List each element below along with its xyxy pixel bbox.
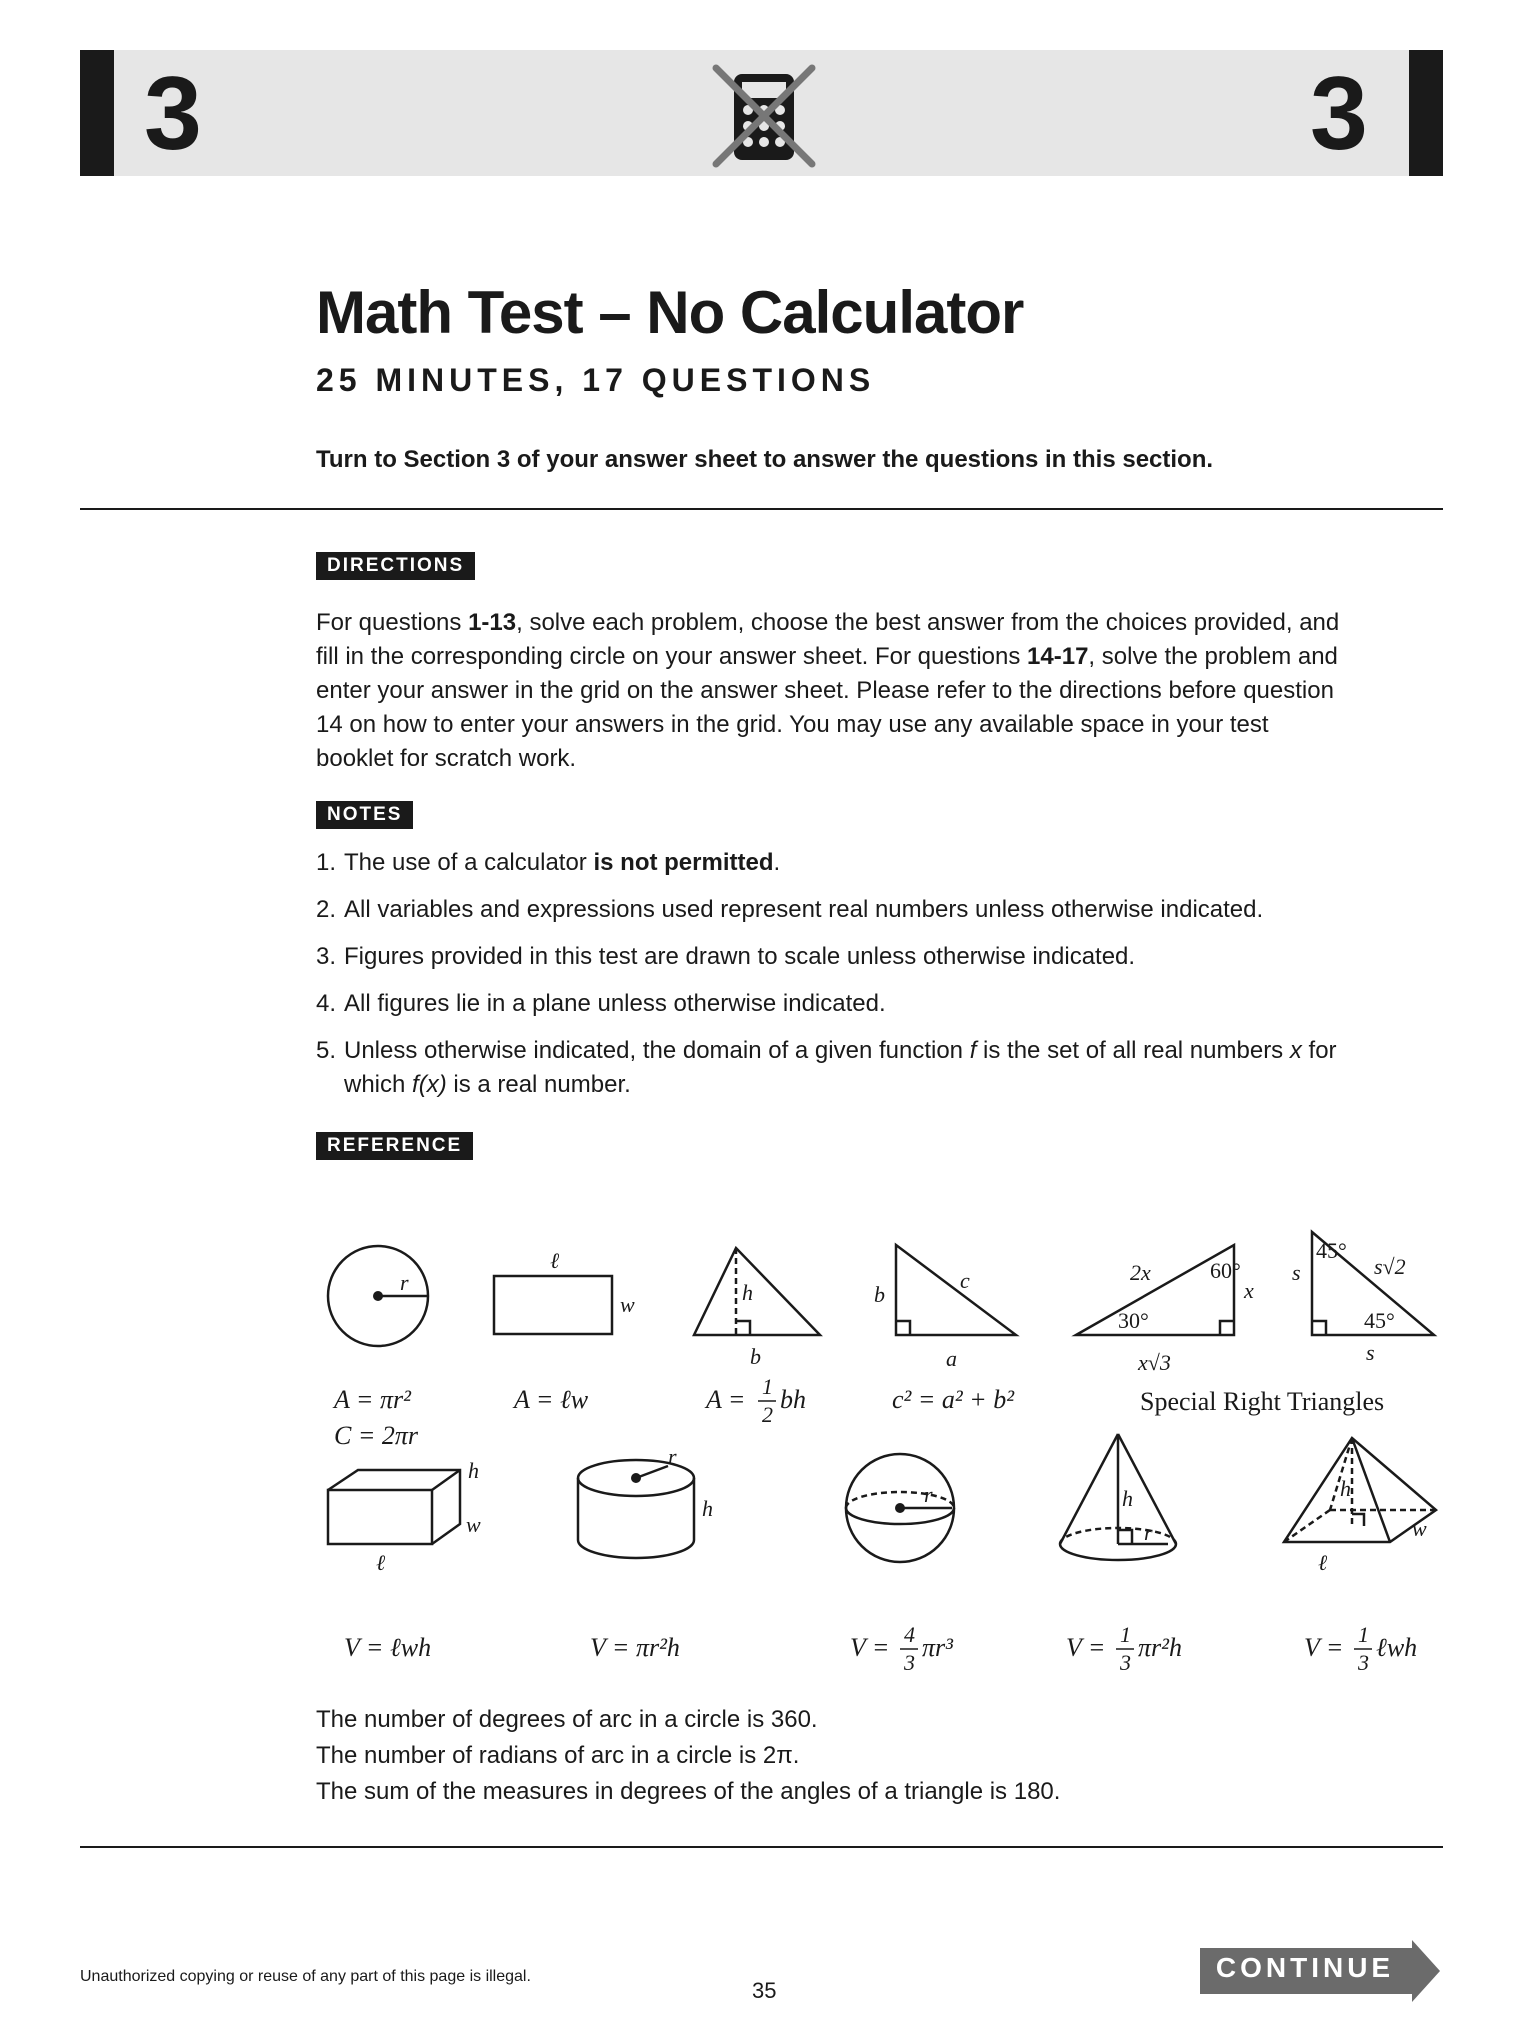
tri45-base-label: s bbox=[1366, 1340, 1375, 1365]
note-item: 3. Figures provided in this test are drawn to scale unless otherwise indicated. bbox=[316, 943, 1136, 970]
tri-area-formula-prefix: A = bbox=[706, 1385, 746, 1414]
fact-line: The sum of the measures in degrees of the angles of a triangle is 180. bbox=[316, 1778, 1061, 1805]
fraction-numerator: 4 bbox=[904, 1622, 915, 1647]
directions-label: DIRECTIONS bbox=[316, 552, 475, 580]
section-header-left-bar bbox=[80, 50, 114, 176]
fraction-denominator: 3 bbox=[1120, 1650, 1131, 1675]
tri-base-label: b bbox=[750, 1344, 761, 1369]
bottom-divider bbox=[80, 1846, 1443, 1848]
fraction-numerator: 1 bbox=[1120, 1622, 1131, 1647]
box-height-label: h bbox=[468, 1458, 479, 1483]
note-item: 1. The use of a calculator is not permitted. bbox=[316, 849, 781, 876]
cone-height-label: h bbox=[1122, 1486, 1133, 1511]
tri45-hyp-label: s√2 bbox=[1374, 1254, 1406, 1279]
pythagorean-formula: c² = a² + b² bbox=[892, 1385, 1015, 1414]
continue-label: CONTINUE bbox=[1215, 1952, 1395, 1983]
fraction-numerator: 1 bbox=[762, 1374, 773, 1399]
top-divider bbox=[80, 508, 1443, 510]
fraction-numerator: 1 bbox=[1358, 1622, 1369, 1647]
rect-width-label: w bbox=[620, 1292, 635, 1317]
angle-30-label: 30° bbox=[1118, 1308, 1149, 1333]
note-item: 2. All variables and expressions used represent real numbers unless otherwise indicated. bbox=[316, 896, 1264, 923]
reference-figures bbox=[300, 1190, 1460, 1690]
page-number: 35 bbox=[752, 1978, 777, 2003]
tri45-side-label: s bbox=[1292, 1260, 1301, 1285]
pyramid-volume-suffix: ℓwh bbox=[1376, 1633, 1418, 1662]
cone-volume-prefix: V = bbox=[1066, 1633, 1106, 1662]
directions-text: For questions 1-13, solve each problem, choose the best answer from the choices provided, and fill in the corresponding circle on your answer sheet. For questions 14-17, solve the problem and enter your answer in the grid on the answer sheet. Please refer to the directions before question 14 on how to enter your answers in the grid. You may use any available space in your test booklet for scratch work. bbox=[316, 609, 1340, 772]
right-tri-a-label: a bbox=[946, 1346, 957, 1371]
sphere-volume-prefix: V = bbox=[850, 1633, 890, 1662]
section-number-right: 3 bbox=[1310, 56, 1368, 172]
box-length-label: ℓ bbox=[376, 1550, 386, 1575]
fraction-denominator: 3 bbox=[904, 1650, 915, 1675]
angle-45-bottom-label: 45° bbox=[1364, 1308, 1395, 1333]
reference-label: REFERENCE bbox=[316, 1132, 473, 1160]
fact-line: The number of degrees of arc in a circle is 360. bbox=[316, 1706, 818, 1733]
pyramid-volume-prefix: V = bbox=[1304, 1633, 1344, 1662]
cone-radius-label: r bbox=[1144, 1520, 1153, 1545]
rect-length-label: ℓ bbox=[550, 1248, 560, 1273]
page-title: Math Test – No Calculator bbox=[316, 279, 1024, 346]
note-item: 5. Unless otherwise indicated, the domain of a given function f is the set of all real numbers x for which f(x) is a real number. bbox=[316, 1037, 1337, 1098]
circle-circumference-formula: C = 2πr bbox=[334, 1421, 419, 1450]
rect-area-formula: A = ℓw bbox=[514, 1385, 589, 1414]
tri-area-formula-suffix: bh bbox=[780, 1385, 806, 1414]
sphere-radius-label: r bbox=[924, 1482, 933, 1507]
angle-45-top-label: 45° bbox=[1316, 1238, 1347, 1263]
pyr-height-label: h bbox=[1340, 1476, 1351, 1501]
right-tri-b-label: b bbox=[874, 1282, 885, 1307]
pyr-width-label: w bbox=[1412, 1516, 1427, 1541]
fact-line: The number of radians of arc in a circle is 2π. bbox=[316, 1742, 800, 1769]
section-instruction: Turn to Section 3 of your answer sheet to answer the questions in this section. bbox=[316, 446, 1214, 473]
copyright-notice: Unauthorized copying or reuse of any part of this page is illegal. bbox=[80, 1968, 531, 1985]
cylinder-volume-formula: V = πr²h bbox=[590, 1633, 680, 1662]
box-width-label: w bbox=[466, 1512, 481, 1537]
section-number-left: 3 bbox=[144, 56, 202, 172]
tri3060-hyp-label: 2x bbox=[1130, 1260, 1151, 1285]
circle-radius-label: r bbox=[400, 1270, 409, 1295]
section-header-right-bar bbox=[1409, 50, 1443, 176]
cone-volume-suffix: πr²h bbox=[1138, 1633, 1182, 1662]
box-volume-formula: V = ℓwh bbox=[344, 1633, 432, 1662]
no-calculator-icon bbox=[708, 60, 820, 172]
fraction-denominator: 3 bbox=[1358, 1650, 1369, 1675]
fraction-denominator: 2 bbox=[762, 1402, 773, 1427]
tri3060-long-label: x√3 bbox=[1138, 1350, 1171, 1375]
page-subtitle: 25 MINUTES, 17 QUESTIONS bbox=[316, 362, 876, 398]
notes-list bbox=[316, 846, 1386, 1115]
circle-area-formula: A = πr² bbox=[334, 1385, 411, 1414]
notes-label: NOTES bbox=[316, 801, 413, 829]
tri-height-label: h bbox=[742, 1280, 753, 1305]
right-tri-c-label: c bbox=[960, 1268, 970, 1293]
special-triangles-caption: Special Right Triangles bbox=[1140, 1387, 1385, 1416]
cyl-height-label: h bbox=[702, 1496, 713, 1521]
tri3060-short-label: x bbox=[1244, 1278, 1254, 1303]
note-item: 4. All figures lie in a plane unless otherwise indicated. bbox=[316, 990, 886, 1017]
angle-60-label: 60° bbox=[1210, 1258, 1241, 1283]
reference-facts bbox=[316, 1702, 1060, 1810]
sphere-volume-suffix: πr³ bbox=[922, 1633, 953, 1662]
cyl-radius-label: r bbox=[668, 1444, 677, 1469]
pyr-length-label: ℓ bbox=[1318, 1550, 1328, 1575]
